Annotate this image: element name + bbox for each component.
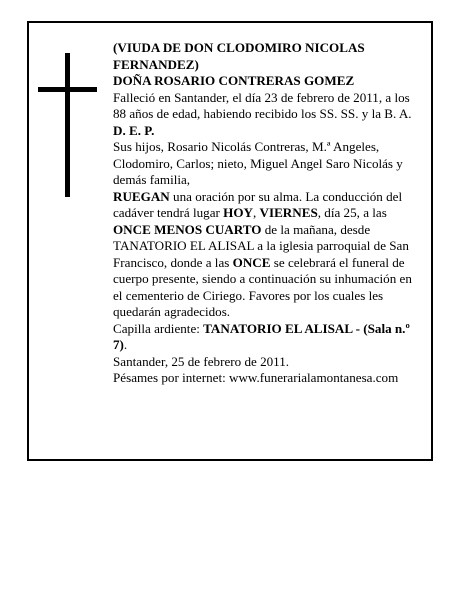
dep-line: D. E. P. <box>113 122 155 138</box>
cross-icon-bar <box>38 87 97 92</box>
condolences-line: Pésames por internet: www.funerarialamontanesa.com <box>113 370 399 385</box>
deceased-name: DOÑA ROSARIO CONTRERAS GOMEZ <box>113 73 355 88</box>
obituary-text <box>113 40 423 387</box>
header-line: (VIUDA DE DON CLODOMIRO NICOLAS FERNANDEZ) <box>113 40 365 72</box>
death-notice: Falleció en Santander, el día 23 de febrero de 2011, a los 88 años de edad, habiendo recibido los SS. SS. y la B. A. <box>113 89 412 121</box>
cross-icon <box>65 53 70 197</box>
family-list: Sus hijos, Rosario Nicolás Contreras, M.ª Angeles, Clodomiro, Carlos; nieto, Miguel Angel Saro Nicolás y demás familia, <box>113 139 403 187</box>
date-line: Santander, 25 de febrero de 2011. <box>113 353 290 369</box>
service-request: RUEGAN una oración por su alma. La conducción del cadáver tendrá lugar HOY, VIERNES, día 25, a las ONCE MENOS CUARTO de la mañana, desde TANATORIO EL ALISAL a la iglesia parroquial de San Francisco, donde a las ONCE se celebrará el funeral de cuerpo presente, siendo a continuación su inhumación en el cementerio de Ciriego. Favores por los cuales les quedarán agradecidos. <box>113 188 412 319</box>
chapel-line: Capilla ardiente: TANATORIO EL ALISAL - (Sala n.º 7). <box>113 320 410 352</box>
